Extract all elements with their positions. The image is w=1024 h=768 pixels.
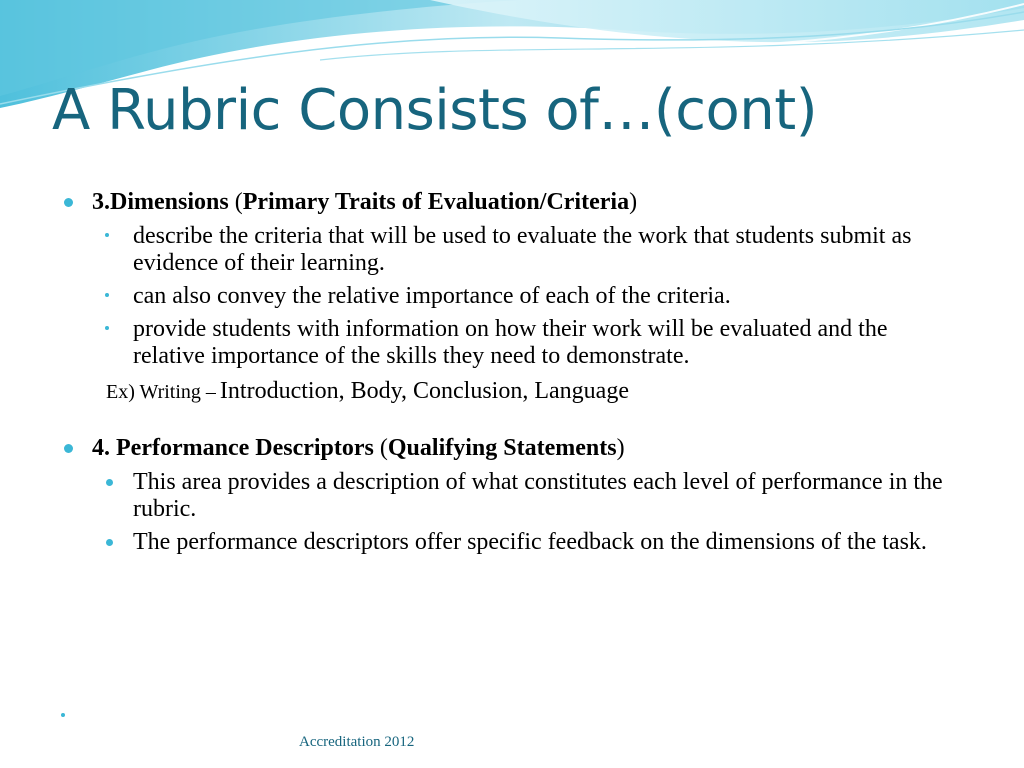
section-heading: 4. Performance Descriptors bbox=[92, 435, 374, 461]
example-prefix: Ex) Writing – bbox=[106, 381, 216, 403]
bullet-icon bbox=[105, 233, 109, 237]
slide-title: A Rubric Consists of…(cont) bbox=[52, 78, 818, 143]
list-item: The performance descriptors offer specific feedback on the dimensions of the task. bbox=[60, 529, 960, 556]
list-item: describe the criteria that will be used to evaluate the work that students submit as evidence of their learning. bbox=[60, 223, 960, 277]
section-heading: 3.Dimensions bbox=[92, 189, 229, 215]
list-item: This area provides a description of what constitutes each level of performance in the rubric. bbox=[60, 469, 960, 523]
bullet-icon bbox=[105, 293, 109, 297]
section-heading-paren: Qualifying Statements bbox=[387, 435, 617, 461]
bullet-icon bbox=[105, 326, 109, 330]
section-dimensions: 3.Dimensions (Primary Traits of Evaluation/Criteria) bbox=[60, 187, 960, 217]
section-heading-paren: Primary Traits of Evaluation/Criteria bbox=[242, 189, 630, 215]
bullet-icon bbox=[64, 444, 73, 453]
example-text: Introduction, Body, Conclusion, Language bbox=[219, 378, 629, 404]
bullet-icon bbox=[64, 198, 73, 207]
list-item: provide students with information on how their work will be evaluated and the relative importance of the skills they need to demonstrate. bbox=[60, 316, 960, 370]
section-performance-descriptors: 4. Performance Descriptors (Qualifying Statements) bbox=[60, 433, 960, 463]
bullet-icon bbox=[106, 479, 113, 486]
example-line bbox=[60, 376, 960, 409]
slide-body bbox=[60, 187, 960, 556]
list-item: can also convey the relative importance of each of the criteria. bbox=[60, 283, 960, 310]
bullet-icon bbox=[106, 539, 113, 546]
empty-bullet-icon bbox=[61, 713, 65, 717]
slide-footer: Accreditation 2012 bbox=[299, 734, 415, 750]
